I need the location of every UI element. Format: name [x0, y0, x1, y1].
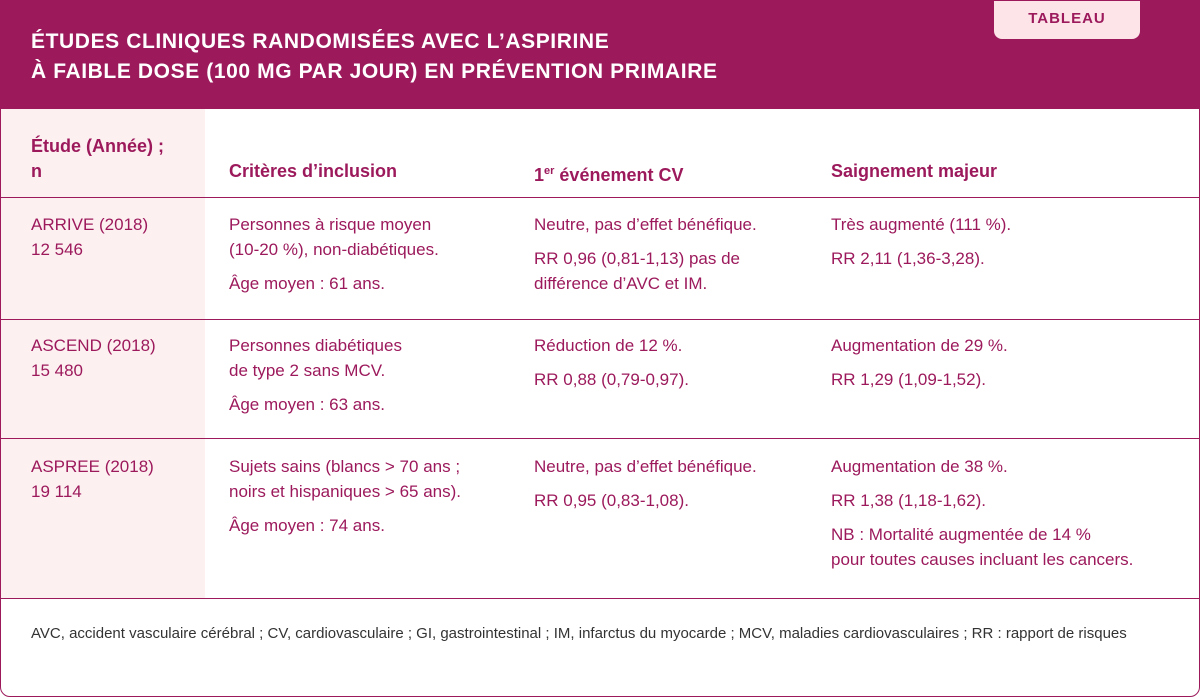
header-event-rest: événement CV — [554, 165, 684, 185]
bleeding-result: Augmentation de 29 %. — [831, 336, 1008, 355]
bleeding-rr: RR 1,38 (1,18-1,62). — [831, 491, 986, 510]
tableau-badge: TABLEAU — [994, 1, 1140, 39]
header-study-line2: n — [31, 161, 42, 181]
table-row-study — [31, 454, 154, 504]
table-row-study — [31, 212, 148, 262]
study-n: 12 546 — [31, 240, 83, 259]
header-study — [31, 134, 164, 184]
criteria-line: de type 2 sans MCV. — [229, 361, 386, 380]
header-study-line1: Étude (Année) ; — [31, 136, 164, 156]
study-name: ARRIVE (2018) — [31, 215, 149, 234]
mean-age: Âge moyen : 61 ans. — [229, 274, 385, 293]
study-name: ASPREE (2018) — [31, 457, 154, 476]
mean-age: Âge moyen : 63 ans. — [229, 395, 385, 414]
event-rr-line: RR 0,96 (0,81-1,13) pas de — [534, 249, 741, 268]
footnote-abbreviations: AVC, accident vasculaire cérébral ; CV, cardiovasculaire ; GI, gastrointestinal ; IM, infarctus du myocarde ; MCV, maladies cardiovasculaires ; RR : rapport de risques — [31, 625, 1127, 642]
table-row-bleeding — [831, 333, 1008, 392]
row-divider — [1, 197, 1199, 198]
row-divider — [1, 319, 1199, 320]
criteria-line: Personnes à risque moyen — [229, 215, 432, 234]
criteria-text — [229, 212, 439, 262]
table-row-criteria — [229, 454, 461, 538]
criteria-line: Personnes diabétiques — [229, 336, 402, 355]
table-row-bleeding — [831, 212, 1011, 271]
table-row-study — [31, 333, 156, 383]
criteria-text — [229, 333, 402, 383]
mean-age: Âge moyen : 74 ans. — [229, 516, 385, 535]
footnote-divider — [1, 598, 1199, 599]
table-row-criteria — [229, 333, 402, 417]
bleeding-result: Très augmenté (111 %). — [831, 215, 1012, 234]
header-event-prefix: 1 — [534, 165, 545, 185]
event-result: Neutre, pas d’effet bénéfique. — [534, 215, 757, 234]
table-title-line2: À FAIBLE DOSE (100 MG PAR JOUR) EN PRÉVENTION PRIMAIRE — [31, 60, 718, 83]
table-row-event — [534, 333, 689, 392]
row-divider — [1, 438, 1199, 439]
study-name: ASCEND (2018) — [31, 336, 156, 355]
event-rr-line: différence d’AVC et IM. — [534, 274, 708, 293]
header-first-cv-event — [534, 159, 683, 188]
header-bleeding: Saignement majeur — [831, 161, 998, 181]
criteria-text — [229, 454, 461, 504]
study-n: 15 480 — [31, 361, 83, 380]
table-row-event — [534, 212, 757, 296]
criteria-line: Sujets sains (blancs > 70 ans ; — [229, 457, 461, 476]
table-row-event — [534, 454, 757, 513]
event-rr: RR 0,88 (0,79-0,97). — [534, 370, 689, 389]
bleeding-note-line: NB : Mortalité augmentée de 14 % — [831, 525, 1091, 544]
criteria-line: noirs et hispaniques > 65 ans). — [229, 482, 462, 501]
bleeding-note — [831, 522, 1133, 572]
header-event-sup: er — [544, 165, 555, 177]
bleeding-rr: RR 1,29 (1,09-1,52). — [831, 370, 986, 389]
bleeding-note-line: pour toutes causes incluant les cancers. — [831, 550, 1134, 569]
bleeding-rr: RR 2,11 (1,36-3,28). — [831, 249, 985, 268]
table-title-line1: ÉTUDES CLINIQUES RANDOMISÉES AVEC L’ASPIRINE — [31, 30, 610, 53]
event-result: Réduction de 12 %. — [534, 336, 683, 355]
table-row-bleeding — [831, 454, 1133, 572]
bleeding-result: Augmentation de 38 %. — [831, 457, 1008, 476]
event-rr: RR 0,95 (0,83-1,08). — [534, 491, 689, 510]
event-result: Neutre, pas d’effet bénéfique. — [534, 457, 757, 476]
table-header-banner — [1, 1, 1199, 109]
event-rr — [534, 246, 757, 296]
header-criteria: Critères d’inclusion — [229, 161, 398, 181]
table-row-criteria — [229, 212, 439, 296]
study-n: 19 114 — [31, 482, 82, 501]
criteria-line: (10-20 %), non-diabétiques. — [229, 240, 439, 259]
